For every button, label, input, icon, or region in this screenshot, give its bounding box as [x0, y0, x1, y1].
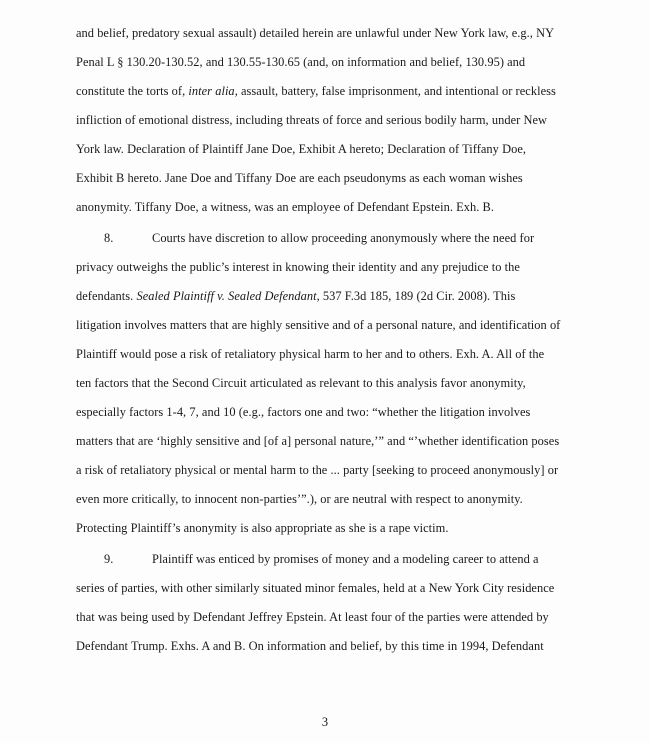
text-line: Plaintiff would pose a risk of retaliatory physical harm to her and to others. Exh. A. All of the [76, 347, 545, 361]
text-line: a risk of retaliatory physical or mental harm to the ... party [seeking to proceed anonymously] or [76, 463, 559, 477]
text-line: even more critically, to innocent non-parties’”.), or are neutral with respect to anonymity. [76, 492, 523, 506]
text-line [76, 83, 556, 99]
latin-term: inter alia [188, 84, 235, 98]
text-line: that was being used by Defendant Jeffrey Epstein. At least four of the parties were attended by [76, 610, 549, 624]
text-line: Protecting Plaintiff’s anonymity is also appropriate as she is a rape victim. [76, 521, 449, 535]
case-citation: Sealed Plaintiff v. Sealed Defendant [136, 289, 317, 303]
text-line: privacy outweighs the public’s interest in knowing their identity and any prejudice to the [76, 260, 520, 274]
text-line: infliction of emotional distress, including threats of force and serious bodily harm, under New [76, 113, 548, 127]
text-line: York law. Declaration of Plaintiff Jane Doe, Exhibit A hereto; Declaration of Tiffany Doe, [76, 142, 527, 156]
text-line: ten factors that the Second Circuit articulated as relevant to this analysis favor anonymity, [76, 376, 526, 390]
paragraph-number: 8. [104, 231, 114, 245]
text-line: Plaintiff was enticed by promises of money and a modeling career to attend a [152, 552, 539, 566]
text-line: and belief, predatory sexual assault) detailed herein are unlawful under New York law, e.g., NY [76, 26, 555, 40]
text-line: Exhibit B hereto. Jane Doe and Tiffany Doe are each pseudonyms as each woman wishes [76, 171, 523, 185]
text-line: Defendant Trump. Exhs. A and B. On information and belief, by this time in 1994, Defendant [76, 639, 544, 653]
text-line: Courts have discretion to allow proceeding anonymously where the need for [152, 231, 535, 245]
text-span: constitute the torts of, [76, 84, 189, 98]
text-line: anonymity. Tiffany Doe, a witness, was an employee of Defendant Epstein. Exh. B. [76, 200, 494, 214]
page-number: 3 [321, 715, 329, 729]
text-span: defendants. [76, 289, 137, 303]
text-line: litigation involves matters that are highly sensitive and of a personal nature, and identification of [76, 318, 561, 332]
paragraph-number: 9. [104, 552, 114, 566]
text-line: matters that are ‘highly sensitive and [of a] personal nature,’” and “’whether identification poses [76, 434, 560, 448]
text-line: series of parties, with other similarly situated minor females, held at a New York City residence [76, 581, 555, 595]
text-line: Penal L § 130.20-130.52, and 130.55-130.65 (and, on information and belief, 130.95) and [76, 55, 526, 69]
text-line [76, 288, 515, 304]
text-line: especially factors 1-4, 7, and 10 (e.g., factors one and two: “whether the litigation involves [76, 405, 531, 419]
text-span: , 537 F.3d 185, 189 (2d Cir. 2008). This [316, 289, 516, 303]
text-span: , assault, battery, false imprisonment, and intentional or reckless [234, 84, 556, 98]
